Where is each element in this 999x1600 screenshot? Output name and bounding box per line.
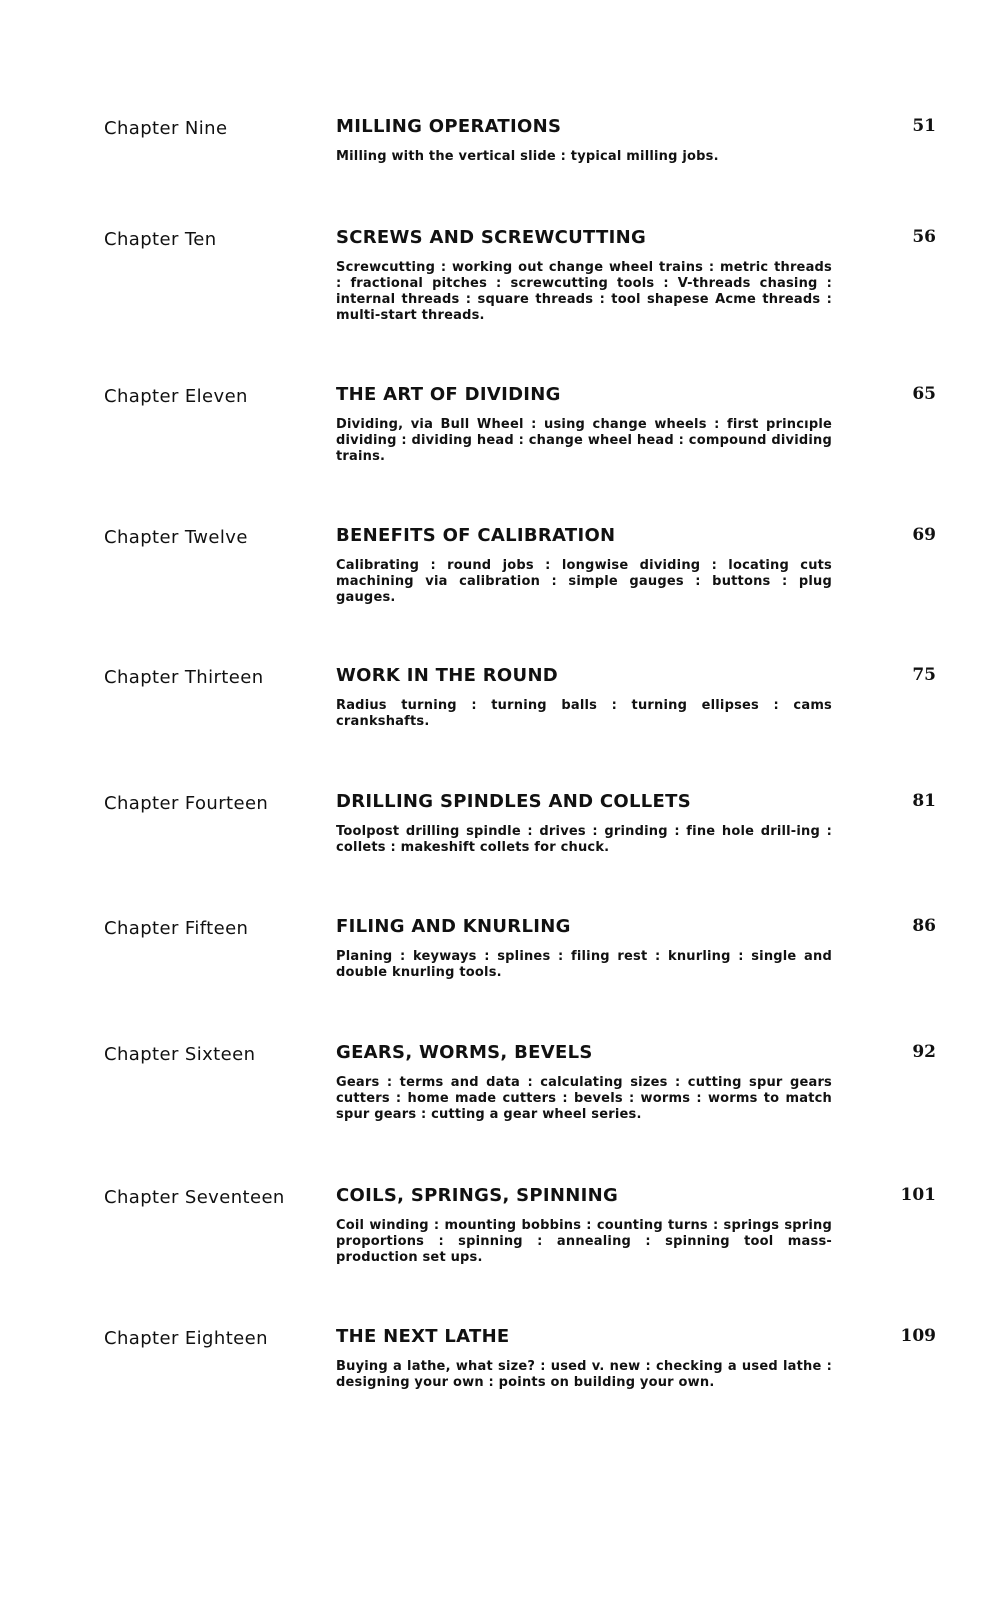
- chapter-title: THE NEXT LATHE: [336, 1326, 510, 1347]
- chapter-label: Chapter Twelve: [104, 527, 248, 548]
- chapter-title: THE ART OF DIVIDING: [336, 384, 561, 405]
- chapter-summary: Planing : keyways : splines : filing rest : knurling : single and double knurling tools.: [336, 949, 832, 980]
- chapter-label: Chapter Fifteen: [104, 918, 249, 939]
- chapter-label: Chapter Nine: [104, 118, 228, 139]
- page-number: 86: [912, 916, 936, 936]
- page-number: 56: [912, 227, 936, 247]
- chapter-title: BENEFITS OF CALIBRATION: [336, 525, 616, 546]
- chapter-summary: Radius turning : turning balls : turning ellipses : cams crankshafts.: [336, 698, 832, 729]
- page-number: 65: [912, 384, 936, 404]
- chapter-title: MILLING OPERATIONS: [336, 116, 562, 137]
- chapter-title: SCREWS AND SCREWCUTTING: [336, 227, 647, 248]
- chapter-label: Chapter Eighteen: [104, 1328, 268, 1349]
- chapter-label: Chapter Eleven: [104, 386, 248, 407]
- chapter-title: GEARS, WORMS, BEVELS: [336, 1042, 593, 1063]
- page-number: 81: [912, 791, 936, 811]
- chapter-summary: Toolpost drilling spindle : drives : grinding : fine hole drill-ing : collets : makeshift collets for chuck.: [336, 824, 832, 855]
- chapter-summary: Calibrating : round jobs : longwise dividing : locating cuts machining via calibration : simple gauges : buttons : plug gauges.: [336, 558, 832, 605]
- chapter-label: Chapter Ten: [104, 229, 217, 250]
- chapter-label: Chapter Fourteen: [104, 793, 269, 814]
- chapter-title: COILS, SPRINGS, SPINNING: [336, 1185, 619, 1206]
- chapter-summary: Gears : terms and data : calculating sizes : cutting spur gears cutters : home made cutters : bevels : worms : worms to match spur gears : cutting a gear wheel series.: [336, 1075, 832, 1122]
- chapter-label: Chapter Seventeen: [104, 1187, 285, 1208]
- chapter-summary: Buying a lathe, what size? : used v. new : checking a used lathe : designing your own : points on building your own.: [336, 1359, 832, 1390]
- page-number: 101: [900, 1185, 936, 1205]
- chapter-label: Chapter Sixteen: [104, 1044, 256, 1065]
- page-number: 109: [900, 1326, 936, 1346]
- chapter-title: WORK IN THE ROUND: [336, 665, 559, 686]
- chapter-title: FILING AND KNURLING: [336, 916, 571, 937]
- chapter-label: Chapter Thirteen: [104, 667, 264, 688]
- page-number: 75: [912, 665, 936, 685]
- chapter-summary: Milling with the vertical slide : typical milling jobs.: [336, 149, 719, 164]
- chapter-summary: Dividing, via Bull Wheel : using change wheels : first princıple dividing : dividing head : change wheel head : compound dividing trains.: [336, 417, 832, 464]
- page-number: 92: [912, 1042, 936, 1062]
- page-number: 69: [912, 525, 936, 545]
- page-number: 51: [912, 116, 936, 136]
- chapter-summary: Coil winding : mounting bobbins : counting turns : springs spring proportions : spinning : annealing : spinning tool mass-production set ups.: [336, 1218, 832, 1265]
- chapter-summary: Screwcutting : working out change wheel trains : metric threads : fractional pitches : screwcutting tools : V-threads chasing : internal threads : square threads : tool shapese Acme threads : multi-start threads.: [336, 260, 832, 323]
- chapter-title: DRILLING SPINDLES AND COLLETS: [336, 791, 691, 812]
